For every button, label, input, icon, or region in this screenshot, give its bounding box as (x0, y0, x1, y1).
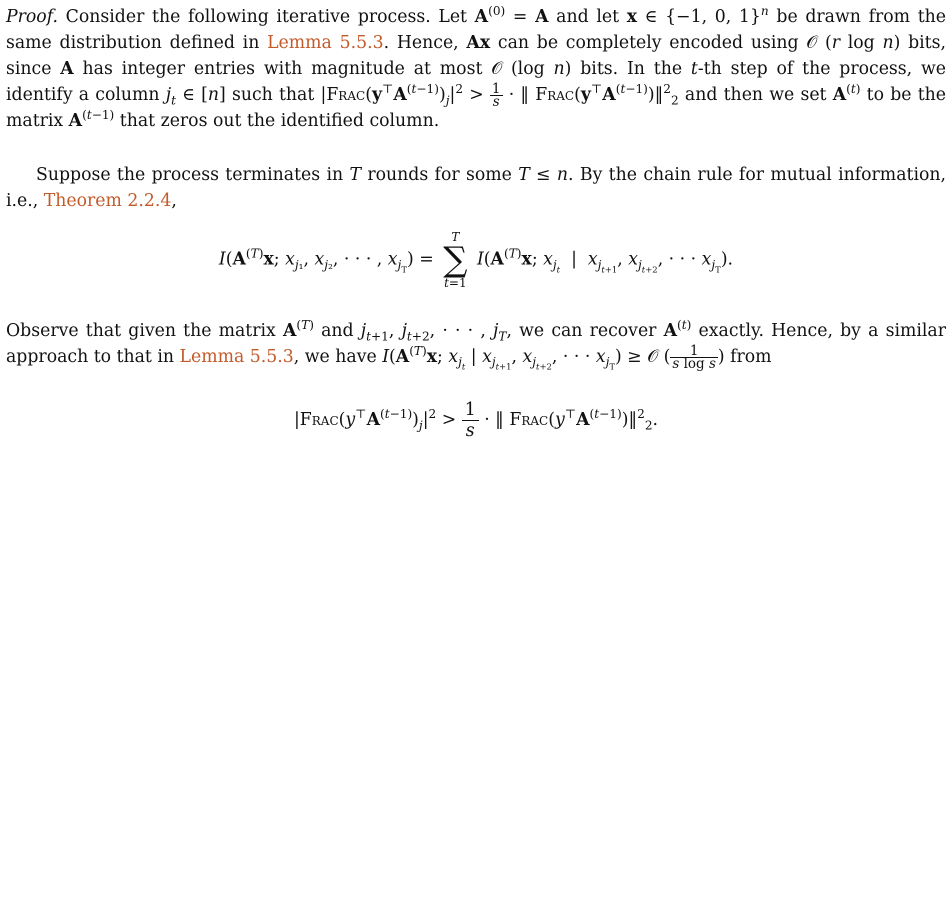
equation-frac-bound: $|Frac(y^⊤A^{(t-1)})_j|^2$ > $\frac{1}{s}$ · ‖ $Frac(y^⊤A^{(t-1)})‖^2_2$. (293, 400, 659, 441)
lemma-link[interactable]: Lemma 5.5.3 (267, 33, 384, 53)
proof-label: Proof. (6, 7, 58, 27)
proof-paragraph-3: Observe that given the matrix $A^{(T)}$ and $j_{t+1}$, $j_{t+2}$, · · · , $j_T$, we can recover $A^{(t)}$ exactly. Hence, by a similar approach to that in Lemma 5.5.3, we have $I(A^{(T)}x$; $x_{j_t}$ | $x_{j_{t+1}}$, $x_{j_{t+2}}$, · · · $x_{j_T}$) ≥ 𝒪 ( $\frac{1}{\text{s log s}}$ ) from (6, 318, 946, 372)
proof-paragraph-1: Proof. Consider the following iterative process. Let $A^{(0)} = A$ and let x ∈ {−1, 0, 1}$^n$ be drawn from the same distribution defined in Lemma 5.5.3. Hence, Ax can be completely encoded using 𝒪 (r log n) bits, since A has integer entries with magnitude at most 𝒪 (log n) bits. In the t-th step of the process, we identify a column $j_t$ ∈ [n] such that $|Frac(y^⊤A^{(t-1)})_j|^2$ > $\frac{1}{s}$ · ‖ $Frac(y^⊤A^{(t-1)})‖^2_2$ and then we set $A^{(t)}$ to be the matrix $A^{(t-1)}$ that zeros out the identified column. (6, 4, 947, 131)
theorem-link[interactable]: Theorem 2.2.4 (43, 191, 172, 211)
equation-chain-rule: $I(A^{(T)}x$; $x_{j_1}$, $x_{j_2}$, · · · , $x_{j_T}$) = T ∑ t=1 $I(A^{(T)}x$; $x_{j_t}$ | $x_{j_{t+1}}$, $x_{j_{t+2}}$, · · · $x_{j_T}$). (218, 230, 734, 290)
proof-paragraph-2: Suppose the process terminates in T rounds for some T ≤ n. By the chain rule for mutual information, i.e., Theorem 2.2.4, (6, 165, 946, 211)
proof-intro-text: Consider the following iterative process. Let (57, 7, 475, 27)
lemma-link-2[interactable]: Lemma 5.5.3 (179, 347, 294, 367)
